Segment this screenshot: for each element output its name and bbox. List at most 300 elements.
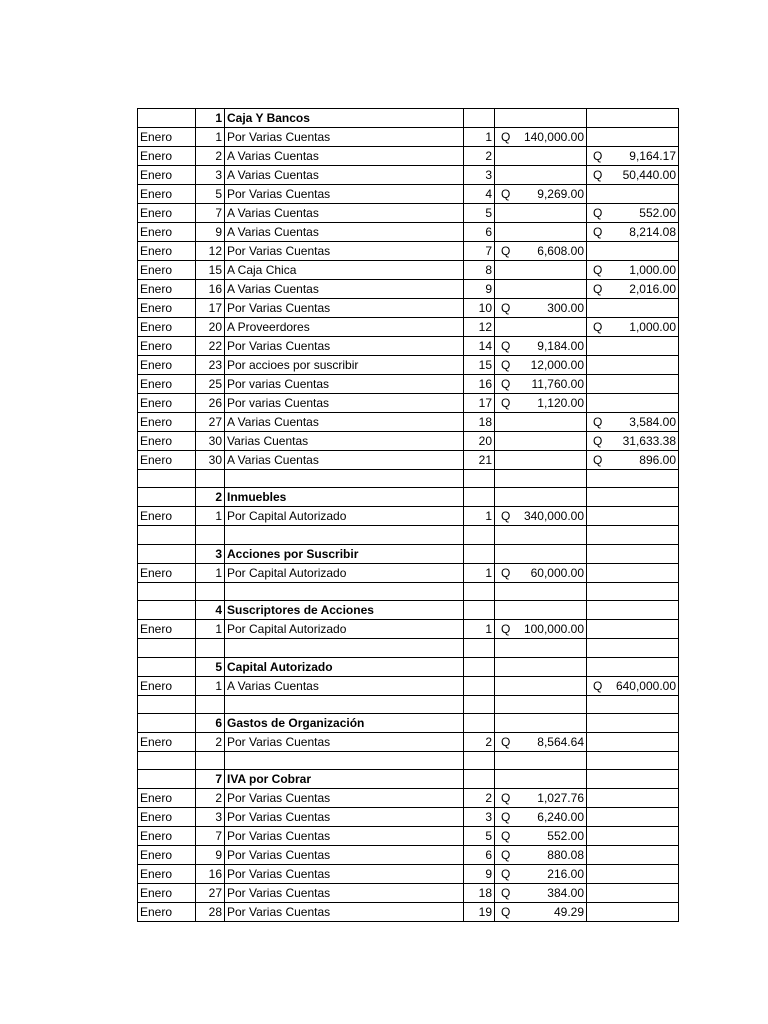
entry-credit-value: 2,016.00: [629, 282, 676, 296]
entry-credit: [587, 507, 679, 526]
entry-folio: 6: [464, 846, 495, 865]
entry-description: Por Varias Cuentas: [225, 299, 464, 318]
currency-symbol: Q: [593, 320, 603, 334]
entry-credit: [587, 789, 679, 808]
table-row: [138, 620, 679, 639]
entry-folio: 2: [464, 732, 495, 751]
currency-symbol: Q: [501, 905, 511, 920]
empty-cell: [138, 526, 196, 544]
entry-description: Por Varias Cuentas: [225, 903, 464, 922]
empty-cell: [587, 770, 679, 789]
empty-cell: [225, 526, 464, 544]
entry-credit: [587, 808, 679, 827]
empty-cell: [196, 695, 225, 713]
entry-debit: [495, 204, 587, 223]
entry-folio: 2: [464, 147, 495, 166]
entry-month: Enero: [138, 432, 196, 451]
entry-day: 1: [196, 676, 225, 695]
entry-description: Por Varias Cuentas: [225, 789, 464, 808]
empty-cell: [464, 601, 495, 620]
currency-symbol: Q: [501, 130, 511, 144]
entry-day: 26: [196, 394, 225, 413]
empty-cell: [225, 751, 464, 769]
currency-symbol: Q: [501, 848, 511, 863]
spacer-row: [138, 751, 679, 769]
table-row: [138, 394, 679, 413]
table-row: [138, 865, 679, 884]
entry-credit: [587, 375, 679, 394]
entry-day: 7: [196, 204, 225, 223]
entry-debit: [495, 903, 587, 922]
empty-cell: [196, 751, 225, 769]
empty-cell: [138, 544, 196, 563]
entry-month: Enero: [138, 280, 196, 299]
account-name: Capital Autorizado: [225, 657, 464, 676]
currency-symbol: Q: [593, 168, 603, 182]
entry-credit: [587, 620, 679, 639]
entry-debit: [495, 261, 587, 280]
entry-description: A Varias Cuentas: [225, 147, 464, 166]
currency-symbol: Q: [593, 678, 603, 693]
entry-day: 2: [196, 789, 225, 808]
entry-debit: [495, 865, 587, 884]
entry-debit: [495, 620, 587, 639]
entry-credit-value: 896.00: [639, 453, 676, 467]
entry-month: Enero: [138, 865, 196, 884]
entry-month: Enero: [138, 356, 196, 375]
table-row: [138, 808, 679, 827]
entry-month: Enero: [138, 147, 196, 166]
empty-cell: [587, 639, 679, 657]
entry-credit: [587, 884, 679, 903]
entry-day: 27: [196, 884, 225, 903]
currency-symbol: Q: [501, 791, 511, 806]
table-row: [138, 789, 679, 808]
empty-cell: [495, 713, 587, 732]
entry-credit: [587, 827, 679, 846]
entry-debit-value: 552.00: [547, 829, 584, 844]
table-row: [138, 375, 679, 394]
currency-symbol: Q: [593, 282, 603, 296]
currency-symbol: Q: [593, 453, 603, 467]
empty-cell: [225, 695, 464, 713]
entry-description: Por Capital Autorizado: [225, 563, 464, 582]
entry-day: 3: [196, 808, 225, 827]
entry-day: 25: [196, 375, 225, 394]
empty-cell: [196, 526, 225, 544]
entry-debit: [495, 299, 587, 318]
entry-debit-value: 300.00: [547, 301, 584, 315]
empty-cell: [495, 657, 587, 676]
table-row: [138, 185, 679, 204]
entry-month: Enero: [138, 394, 196, 413]
entry-folio: 6: [464, 223, 495, 242]
empty-cell: [138, 109, 196, 128]
empty-cell: [138, 470, 196, 488]
entry-credit: [587, 394, 679, 413]
empty-cell: [138, 770, 196, 789]
entry-description: Por Varias Cuentas: [225, 337, 464, 356]
account-header-row: [138, 601, 679, 620]
entry-day: 1: [196, 563, 225, 582]
entry-credit: [587, 318, 679, 337]
empty-cell: [464, 544, 495, 563]
entry-month: Enero: [138, 846, 196, 865]
entry-description: A Varias Cuentas: [225, 204, 464, 223]
entry-credit: [587, 128, 679, 147]
entry-debit: [495, 676, 587, 695]
entry-folio: 2: [464, 789, 495, 808]
entry-debit: [495, 789, 587, 808]
entry-description: A Varias Cuentas: [225, 676, 464, 695]
empty-cell: [138, 657, 196, 676]
entry-debit: [495, 185, 587, 204]
entry-credit-value: 1,000.00: [629, 263, 676, 277]
entry-credit: [587, 865, 679, 884]
entry-month: Enero: [138, 375, 196, 394]
spacer-row: [138, 639, 679, 657]
entry-month: Enero: [138, 166, 196, 185]
account-header-row: [138, 713, 679, 732]
entry-day: 22: [196, 337, 225, 356]
empty-cell: [225, 470, 464, 488]
entry-debit: [495, 413, 587, 432]
entry-debit: [495, 563, 587, 582]
table-row: [138, 903, 679, 922]
entry-description: A Varias Cuentas: [225, 166, 464, 185]
entry-credit-value: 1,000.00: [629, 320, 676, 334]
entry-debit-value: 11,760.00: [531, 377, 584, 391]
empty-cell: [138, 713, 196, 732]
empty-cell: [587, 526, 679, 544]
account-name: Caja Y Bancos: [225, 109, 464, 128]
entry-credit: [587, 676, 679, 695]
table-row: [138, 563, 679, 582]
entry-description: Por accioes por suscribir: [225, 356, 464, 375]
entry-description: A Proveerdores: [225, 318, 464, 337]
entry-month: Enero: [138, 884, 196, 903]
table-row: [138, 318, 679, 337]
table-row: [138, 846, 679, 865]
entry-credit: [587, 185, 679, 204]
entry-credit: [587, 242, 679, 261]
account-name: Gastos de Organización: [225, 713, 464, 732]
empty-cell: [587, 695, 679, 713]
entry-description: A Varias Cuentas: [225, 451, 464, 470]
entry-credit-value: 552.00: [639, 206, 676, 220]
entry-month: Enero: [138, 808, 196, 827]
table-row: [138, 337, 679, 356]
entry-debit: [495, 507, 587, 526]
entry-description: Por Varias Cuentas: [225, 128, 464, 147]
entry-month: Enero: [138, 903, 196, 922]
entry-folio: 1: [464, 563, 495, 582]
entry-credit: [587, 166, 679, 185]
currency-symbol: Q: [501, 565, 511, 580]
entry-day: 28: [196, 903, 225, 922]
entry-description: Por Capital Autorizado: [225, 620, 464, 639]
entry-debit: [495, 808, 587, 827]
entry-debit: [495, 337, 587, 356]
entry-description: Por Varias Cuentas: [225, 242, 464, 261]
empty-cell: [495, 639, 587, 657]
empty-cell: [464, 470, 495, 488]
entry-debit-value: 100,000.00: [523, 622, 584, 637]
entry-debit-value: 880.08: [547, 848, 584, 863]
currency-symbol: Q: [501, 339, 511, 353]
entry-credit: [587, 280, 679, 299]
entry-description: Varias Cuentas: [225, 432, 464, 451]
entry-day: 5: [196, 185, 225, 204]
empty-cell: [138, 601, 196, 620]
table-row: [138, 827, 679, 846]
empty-cell: [464, 526, 495, 544]
entry-day: 20: [196, 318, 225, 337]
entry-description: Por varias Cuentas: [225, 394, 464, 413]
empty-cell: [138, 488, 196, 507]
entry-credit: [587, 299, 679, 318]
empty-cell: [587, 601, 679, 620]
entry-description: A Varias Cuentas: [225, 280, 464, 299]
entry-description: A Varias Cuentas: [225, 223, 464, 242]
spacer-row: [138, 695, 679, 713]
entry-description: Por Varias Cuentas: [225, 808, 464, 827]
entry-day: 9: [196, 846, 225, 865]
account-number: 7: [196, 770, 225, 789]
entry-month: Enero: [138, 620, 196, 639]
empty-cell: [225, 639, 464, 657]
spacer-row: [138, 470, 679, 488]
empty-cell: [587, 109, 679, 128]
currency-symbol: Q: [501, 886, 511, 901]
entry-debit: [495, 394, 587, 413]
entry-credit: [587, 563, 679, 582]
entry-folio: 4: [464, 185, 495, 204]
account-name: Inmuebles: [225, 488, 464, 507]
entry-debit-value: 49.29: [553, 905, 584, 920]
table-row: [138, 280, 679, 299]
empty-cell: [587, 470, 679, 488]
entry-debit: [495, 432, 587, 451]
entry-folio: 3: [464, 808, 495, 827]
table-row: [138, 204, 679, 223]
table-row: [138, 147, 679, 166]
entry-folio: 18: [464, 413, 495, 432]
currency-symbol: Q: [501, 734, 511, 749]
entry-debit: [495, 375, 587, 394]
table-row: [138, 261, 679, 280]
empty-cell: [495, 488, 587, 507]
entry-credit: [587, 147, 679, 166]
entry-credit-value: 9,164.17: [629, 149, 676, 163]
entry-credit: [587, 451, 679, 470]
entry-day: 7: [196, 827, 225, 846]
entry-debit-value: 140,000.00: [523, 130, 584, 144]
account-header-row: [138, 109, 679, 128]
table-row: [138, 451, 679, 470]
entry-debit-value: 6,240.00: [537, 810, 584, 825]
entry-debit: [495, 147, 587, 166]
currency-symbol: Q: [593, 149, 603, 163]
entry-folio: 16: [464, 375, 495, 394]
entry-day: 12: [196, 242, 225, 261]
entry-month: Enero: [138, 789, 196, 808]
empty-cell: [464, 695, 495, 713]
currency-symbol: Q: [501, 187, 511, 201]
entry-debit: [495, 732, 587, 751]
entry-day: 2: [196, 147, 225, 166]
account-header-row: [138, 488, 679, 507]
account-header-row: [138, 657, 679, 676]
empty-cell: [196, 582, 225, 600]
entry-description: Por Varias Cuentas: [225, 827, 464, 846]
entry-day: 9: [196, 223, 225, 242]
account-header-row: [138, 544, 679, 563]
currency-symbol: Q: [501, 810, 511, 825]
entry-credit: [587, 432, 679, 451]
entry-day: 1: [196, 507, 225, 526]
empty-cell: [587, 713, 679, 732]
table-row: [138, 128, 679, 147]
account-number: 5: [196, 657, 225, 676]
table-row: [138, 223, 679, 242]
entry-month: Enero: [138, 299, 196, 318]
entry-month: Enero: [138, 337, 196, 356]
entry-debit-value: 60,000.00: [530, 565, 584, 580]
entry-credit: [587, 204, 679, 223]
account-number: 2: [196, 488, 225, 507]
empty-cell: [587, 582, 679, 600]
empty-cell: [495, 601, 587, 620]
empty-cell: [464, 639, 495, 657]
entry-folio: 10: [464, 299, 495, 318]
entry-debit-value: 1,027.76: [537, 791, 584, 806]
empty-cell: [225, 582, 464, 600]
entry-day: 1: [196, 128, 225, 147]
entry-debit-value: 6,608.00: [537, 244, 584, 258]
entry-folio: 17: [464, 394, 495, 413]
entry-folio: 1: [464, 507, 495, 526]
empty-cell: [464, 582, 495, 600]
empty-cell: [138, 639, 196, 657]
currency-symbol: Q: [593, 225, 603, 239]
entry-month: Enero: [138, 827, 196, 846]
currency-symbol: Q: [593, 206, 603, 220]
empty-cell: [495, 582, 587, 600]
empty-cell: [138, 695, 196, 713]
empty-cell: [464, 488, 495, 507]
empty-cell: [464, 657, 495, 676]
empty-cell: [138, 751, 196, 769]
entry-folio: 1: [464, 128, 495, 147]
spacer-row: [138, 526, 679, 544]
entry-folio: [464, 676, 495, 695]
entry-month: Enero: [138, 204, 196, 223]
entry-credit-value: 3,584.00: [629, 415, 676, 429]
entry-day: 15: [196, 261, 225, 280]
entry-month: Enero: [138, 242, 196, 261]
entry-credit-value: 50,440.00: [622, 168, 676, 182]
table-row: [138, 242, 679, 261]
entry-debit: [495, 827, 587, 846]
entry-description: Por Varias Cuentas: [225, 846, 464, 865]
entry-folio: 5: [464, 204, 495, 223]
empty-cell: [464, 109, 495, 128]
empty-cell: [196, 470, 225, 488]
entry-folio: 9: [464, 280, 495, 299]
table-row: [138, 166, 679, 185]
entry-day: 23: [196, 356, 225, 375]
entry-debit: [495, 166, 587, 185]
table-row: [138, 732, 679, 751]
currency-symbol: Q: [501, 377, 511, 391]
entry-folio: 5: [464, 827, 495, 846]
entry-description: Por varias Cuentas: [225, 375, 464, 394]
entry-day: 3: [196, 166, 225, 185]
empty-cell: [495, 770, 587, 789]
currency-symbol: Q: [593, 415, 603, 429]
table-row: [138, 432, 679, 451]
entry-folio: 19: [464, 903, 495, 922]
entry-debit-value: 12,000.00: [530, 358, 584, 372]
entry-day: 2: [196, 732, 225, 751]
empty-cell: [495, 470, 587, 488]
account-number: 1: [196, 109, 225, 128]
currency-symbol: Q: [501, 244, 511, 258]
empty-cell: [464, 770, 495, 789]
entry-folio: 18: [464, 884, 495, 903]
entry-credit: [587, 732, 679, 751]
entry-month: Enero: [138, 261, 196, 280]
entry-credit: [587, 223, 679, 242]
entry-credit: [587, 413, 679, 432]
ledger-table: [137, 108, 679, 922]
ledger-body: [138, 109, 679, 922]
entry-debit: [495, 356, 587, 375]
account-number: 6: [196, 713, 225, 732]
entry-day: 17: [196, 299, 225, 318]
entry-month: Enero: [138, 318, 196, 337]
entry-month: Enero: [138, 413, 196, 432]
entry-debit: [495, 128, 587, 147]
currency-symbol: Q: [501, 829, 511, 844]
entry-day: 16: [196, 280, 225, 299]
entry-description: A Caja Chica: [225, 261, 464, 280]
account-name: Acciones por Suscribir: [225, 544, 464, 563]
empty-cell: [587, 657, 679, 676]
entry-month: Enero: [138, 128, 196, 147]
entry-debit-value: 9,269.00: [537, 187, 584, 201]
account-name: IVA por Cobrar: [225, 770, 464, 789]
empty-cell: [495, 751, 587, 769]
currency-symbol: Q: [501, 301, 511, 315]
entry-debit-value: 9,184.00: [537, 339, 584, 353]
empty-cell: [495, 526, 587, 544]
table-row: [138, 884, 679, 903]
entry-description: Por Varias Cuentas: [225, 865, 464, 884]
empty-cell: [495, 109, 587, 128]
currency-symbol: Q: [593, 263, 603, 277]
entry-credit: [587, 356, 679, 375]
entry-debit: [495, 280, 587, 299]
entry-day: 30: [196, 451, 225, 470]
entry-description: A Varias Cuentas: [225, 413, 464, 432]
entry-description: Por Varias Cuentas: [225, 185, 464, 204]
empty-cell: [495, 695, 587, 713]
empty-cell: [196, 639, 225, 657]
table-row: [138, 413, 679, 432]
entry-folio: 12: [464, 318, 495, 337]
